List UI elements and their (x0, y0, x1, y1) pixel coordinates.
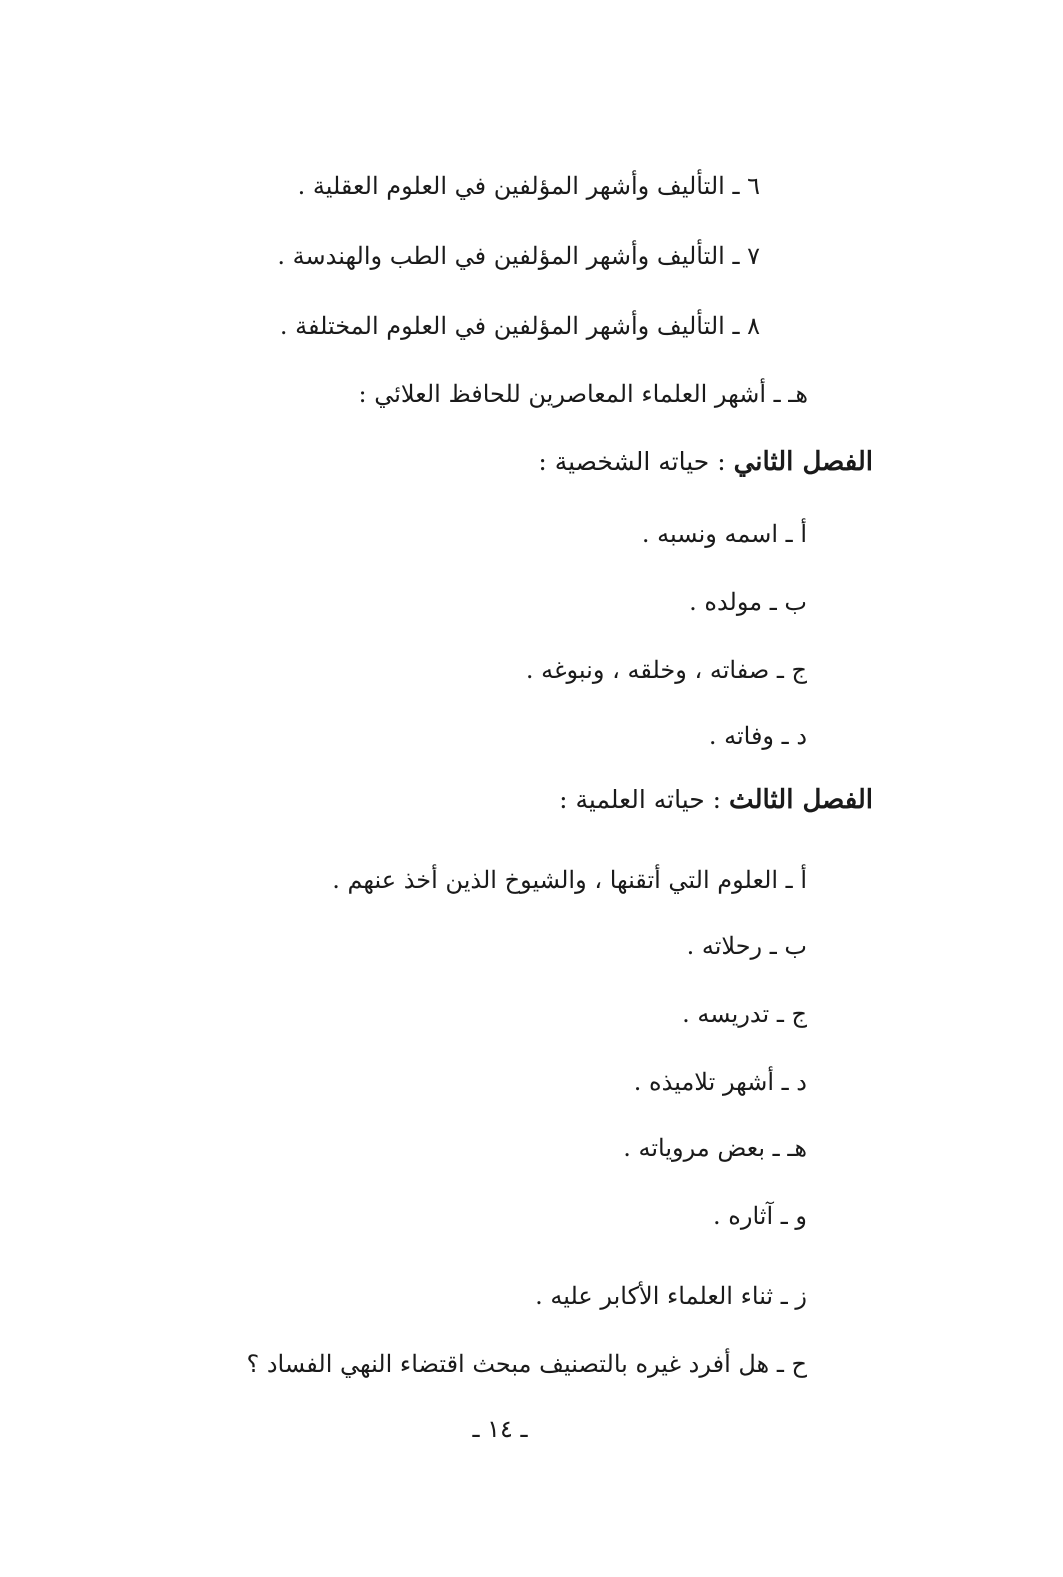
list-item: ٧ ـ التأليف وأشهر المؤلفين في الطب والهندسة . (277, 242, 760, 270)
list-item: ب ـ رحلاته . (686, 932, 807, 960)
chapter-heading (559, 782, 873, 818)
chapter-title: الفصل الثالث (729, 785, 873, 815)
list-item: د ـ أشهر تلاميذه . (633, 1068, 807, 1096)
list-item: هـ ـ أشهر العلماء المعاصرين للحافظ العلائي : (358, 380, 808, 408)
list-item: ح ـ هل أفرد غيره بالتصنيف مبحث اقتضاء النهي الفساد ؟ (246, 1350, 807, 1378)
list-item: ٦ ـ التأليف وأشهر المؤلفين في العلوم العقلية . (297, 172, 760, 200)
chapter-subtitle: : حياته الشخصية : (538, 447, 734, 476)
list-item: ٨ ـ التأليف وأشهر المؤلفين في العلوم المختلفة . (279, 312, 760, 340)
list-item: ز ـ ثناء العلماء الأكابر عليه . (535, 1282, 807, 1310)
chapter-subtitle: : حياته العلمية : (559, 785, 730, 814)
list-item: أ ـ العلوم التي أتقنها ، والشيوخ الذين أخذ عنهم . (332, 866, 807, 894)
chapter-title: الفصل الثاني (733, 447, 873, 477)
list-item: ب ـ مولده . (689, 588, 807, 616)
list-item: د ـ وفاته . (708, 722, 807, 750)
list-item: هـ ـ بعض مروياته . (623, 1134, 807, 1162)
list-item: ج ـ تدريسه . (682, 1000, 807, 1028)
list-item: و ـ آثاره . (713, 1202, 807, 1230)
list-item: ج ـ صفاته ، وخلقه ، ونبوغه . (525, 656, 807, 684)
list-item: أ ـ اسمه ونسبه . (641, 520, 807, 548)
chapter-heading (538, 444, 873, 480)
page-number: ـ ١٤ ـ (472, 1415, 528, 1443)
